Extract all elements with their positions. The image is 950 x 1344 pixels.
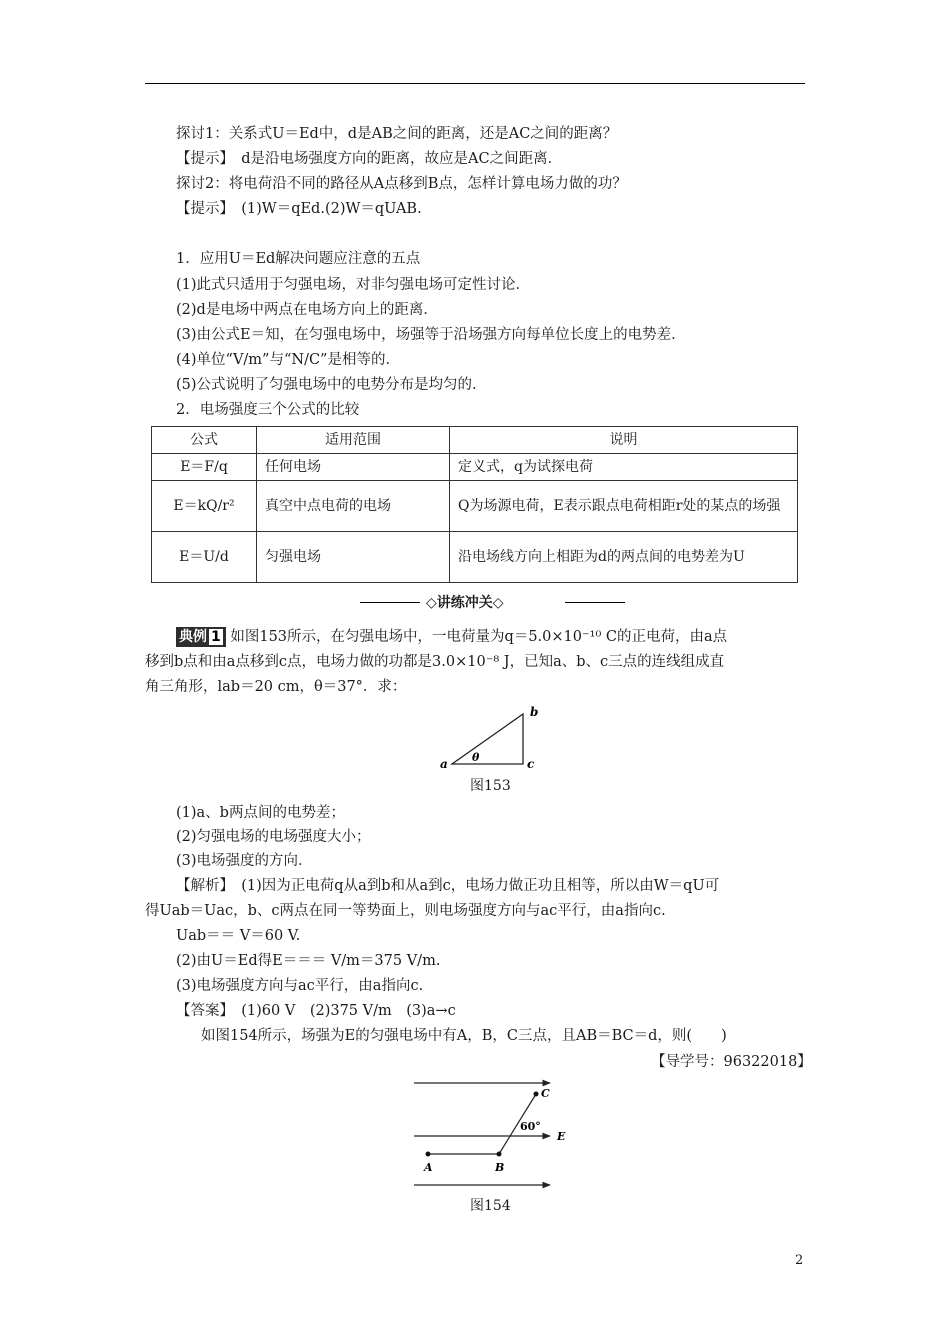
solution-2: 得Uab＝Uac，b、c两点在同一等势面上，则电场强度方向与ac平行，由a指向c. xyxy=(145,903,666,919)
table-cell: 匀强电场 xyxy=(257,532,450,583)
section-rule-left xyxy=(360,602,420,603)
discussion-1: 探讨1：关系式U＝Ed中，d是AB之间的距离，还是AC之间的距离？ xyxy=(176,126,618,142)
table-cell: 定义式，q为试探电荷 xyxy=(450,454,798,481)
point-a-label: A xyxy=(424,1161,433,1174)
point-4: (4)单位“V/m”与“N/C”是相等的． xyxy=(176,352,400,368)
question-3: (3)电场强度的方向． xyxy=(176,853,313,869)
hint-1: 【提示】 d是沿电场强度方向的距离，故应是AC之间距离． xyxy=(176,151,563,167)
point-a xyxy=(426,1152,431,1157)
figure-154-caption: 图154 xyxy=(470,1198,511,1214)
table-cell: E＝F/q xyxy=(152,454,257,481)
question-1: (1)a、b两点间的电势差； xyxy=(176,805,345,821)
question-2: (2)匀强电场的电场强度大小； xyxy=(176,829,371,845)
comparison-heading: 2．电场强度三个公式的比较 xyxy=(176,402,360,418)
table-cell: 沿电场线方向上相距为d的两点间的电势差为U xyxy=(450,532,798,583)
section-title xyxy=(360,592,625,612)
answer: 【答案】 (1)60 V (2)375 V/m (3)a→c xyxy=(176,1003,456,1019)
table-cell: Q为场源电荷，E表示跟点电荷相距r处的某点的场强 xyxy=(450,481,798,532)
table-cell: E＝kQ/r² xyxy=(152,481,257,532)
point-a-label: a xyxy=(440,757,448,771)
table-header: 公式 xyxy=(152,427,257,454)
table-cell: 真空中点电荷的电场 xyxy=(257,481,450,532)
table-row xyxy=(152,454,798,481)
theta-label: θ xyxy=(472,751,480,764)
discussion-2: 探讨2：将电荷沿不同的路径从A点移到B点，怎样计算电场力做的功？ xyxy=(176,176,627,192)
solution-4: (2)由U＝Ed得E＝＝＝ V/m＝375 V/m. xyxy=(176,953,441,969)
solution-3: Uab＝＝ V＝60 V. xyxy=(176,928,301,944)
hint-2: 【提示】 (1)W＝qEd.(2)W＝qUAB. xyxy=(176,201,422,217)
section-title-text: ◇讲练冲关◇ xyxy=(426,595,504,611)
guide-number: 【导学号：96322018】 xyxy=(651,1054,812,1070)
table-row xyxy=(152,481,798,532)
point-5: (5)公式说明了匀强电场中的电势分布是均匀的． xyxy=(176,377,487,393)
point-b-label: B xyxy=(495,1161,505,1174)
triangle-shape xyxy=(452,714,523,764)
problem-2-text: 如图154所示，场强为E的匀强电场中有A，B，C三点，且AB＝BC＝d，则( ) xyxy=(201,1028,727,1044)
table-row xyxy=(152,532,798,583)
point-3: (3)由公式E＝知，在匀强电场中，场强等于沿场强方向每单位长度上的电势差． xyxy=(176,327,686,343)
point-b-label: b xyxy=(530,705,539,719)
solution-1: 【解析】 (1)因为正电荷q从a到b和从a到c，电场力做正功且相等，所以由W＝qU可 xyxy=(176,878,720,894)
table-cell: E＝U/d xyxy=(152,532,257,583)
point-c-label: c xyxy=(527,757,535,771)
table-header-row xyxy=(152,427,798,454)
example-line-3: 角三角形，lab＝20 cm，θ＝37°．求： xyxy=(145,679,407,695)
point-c xyxy=(534,1092,539,1097)
table-cell: 任何电场 xyxy=(257,454,450,481)
point-b xyxy=(497,1152,502,1157)
table-header: 适用范围 xyxy=(257,427,450,454)
page-number: 2 xyxy=(795,1253,804,1268)
field-e-label: E xyxy=(557,1130,566,1143)
solution-5: (3)电场强度方向与ac平行，由a指向c. xyxy=(176,978,424,994)
header-rule xyxy=(145,83,805,84)
section-rule-right xyxy=(565,602,625,603)
figure-153-triangle xyxy=(440,700,560,775)
point-1: (1)此式只适用于匀强电场，对非匀强电场可定性讨论． xyxy=(176,277,531,293)
point-2: (2)d是电场中两点在电场方向上的距离． xyxy=(176,302,438,318)
table-header: 说明 xyxy=(450,427,798,454)
point-heading: 1．应用U＝Ed解决问题应注意的五点 xyxy=(176,251,421,267)
formula-comparison-table xyxy=(151,426,798,583)
figure-154-field-diagram xyxy=(410,1075,580,1190)
point-c-label: C xyxy=(541,1087,550,1100)
angle-label: 60° xyxy=(520,1120,541,1133)
example-line-2: 移到b点和由a点移到c点，电场力做的功都是3.0×10⁻⁸ J，已知a、b、c三点的连线组成直 xyxy=(145,654,725,670)
example-badge: 典例 1 xyxy=(176,627,226,647)
example-line-1 xyxy=(176,627,727,647)
figure-153-caption: 图153 xyxy=(470,778,511,794)
example-text: 如图153所示，在匀强电场中，一电荷量为q＝5.0×10⁻¹⁰ C的正电荷，由a点 xyxy=(230,629,728,645)
